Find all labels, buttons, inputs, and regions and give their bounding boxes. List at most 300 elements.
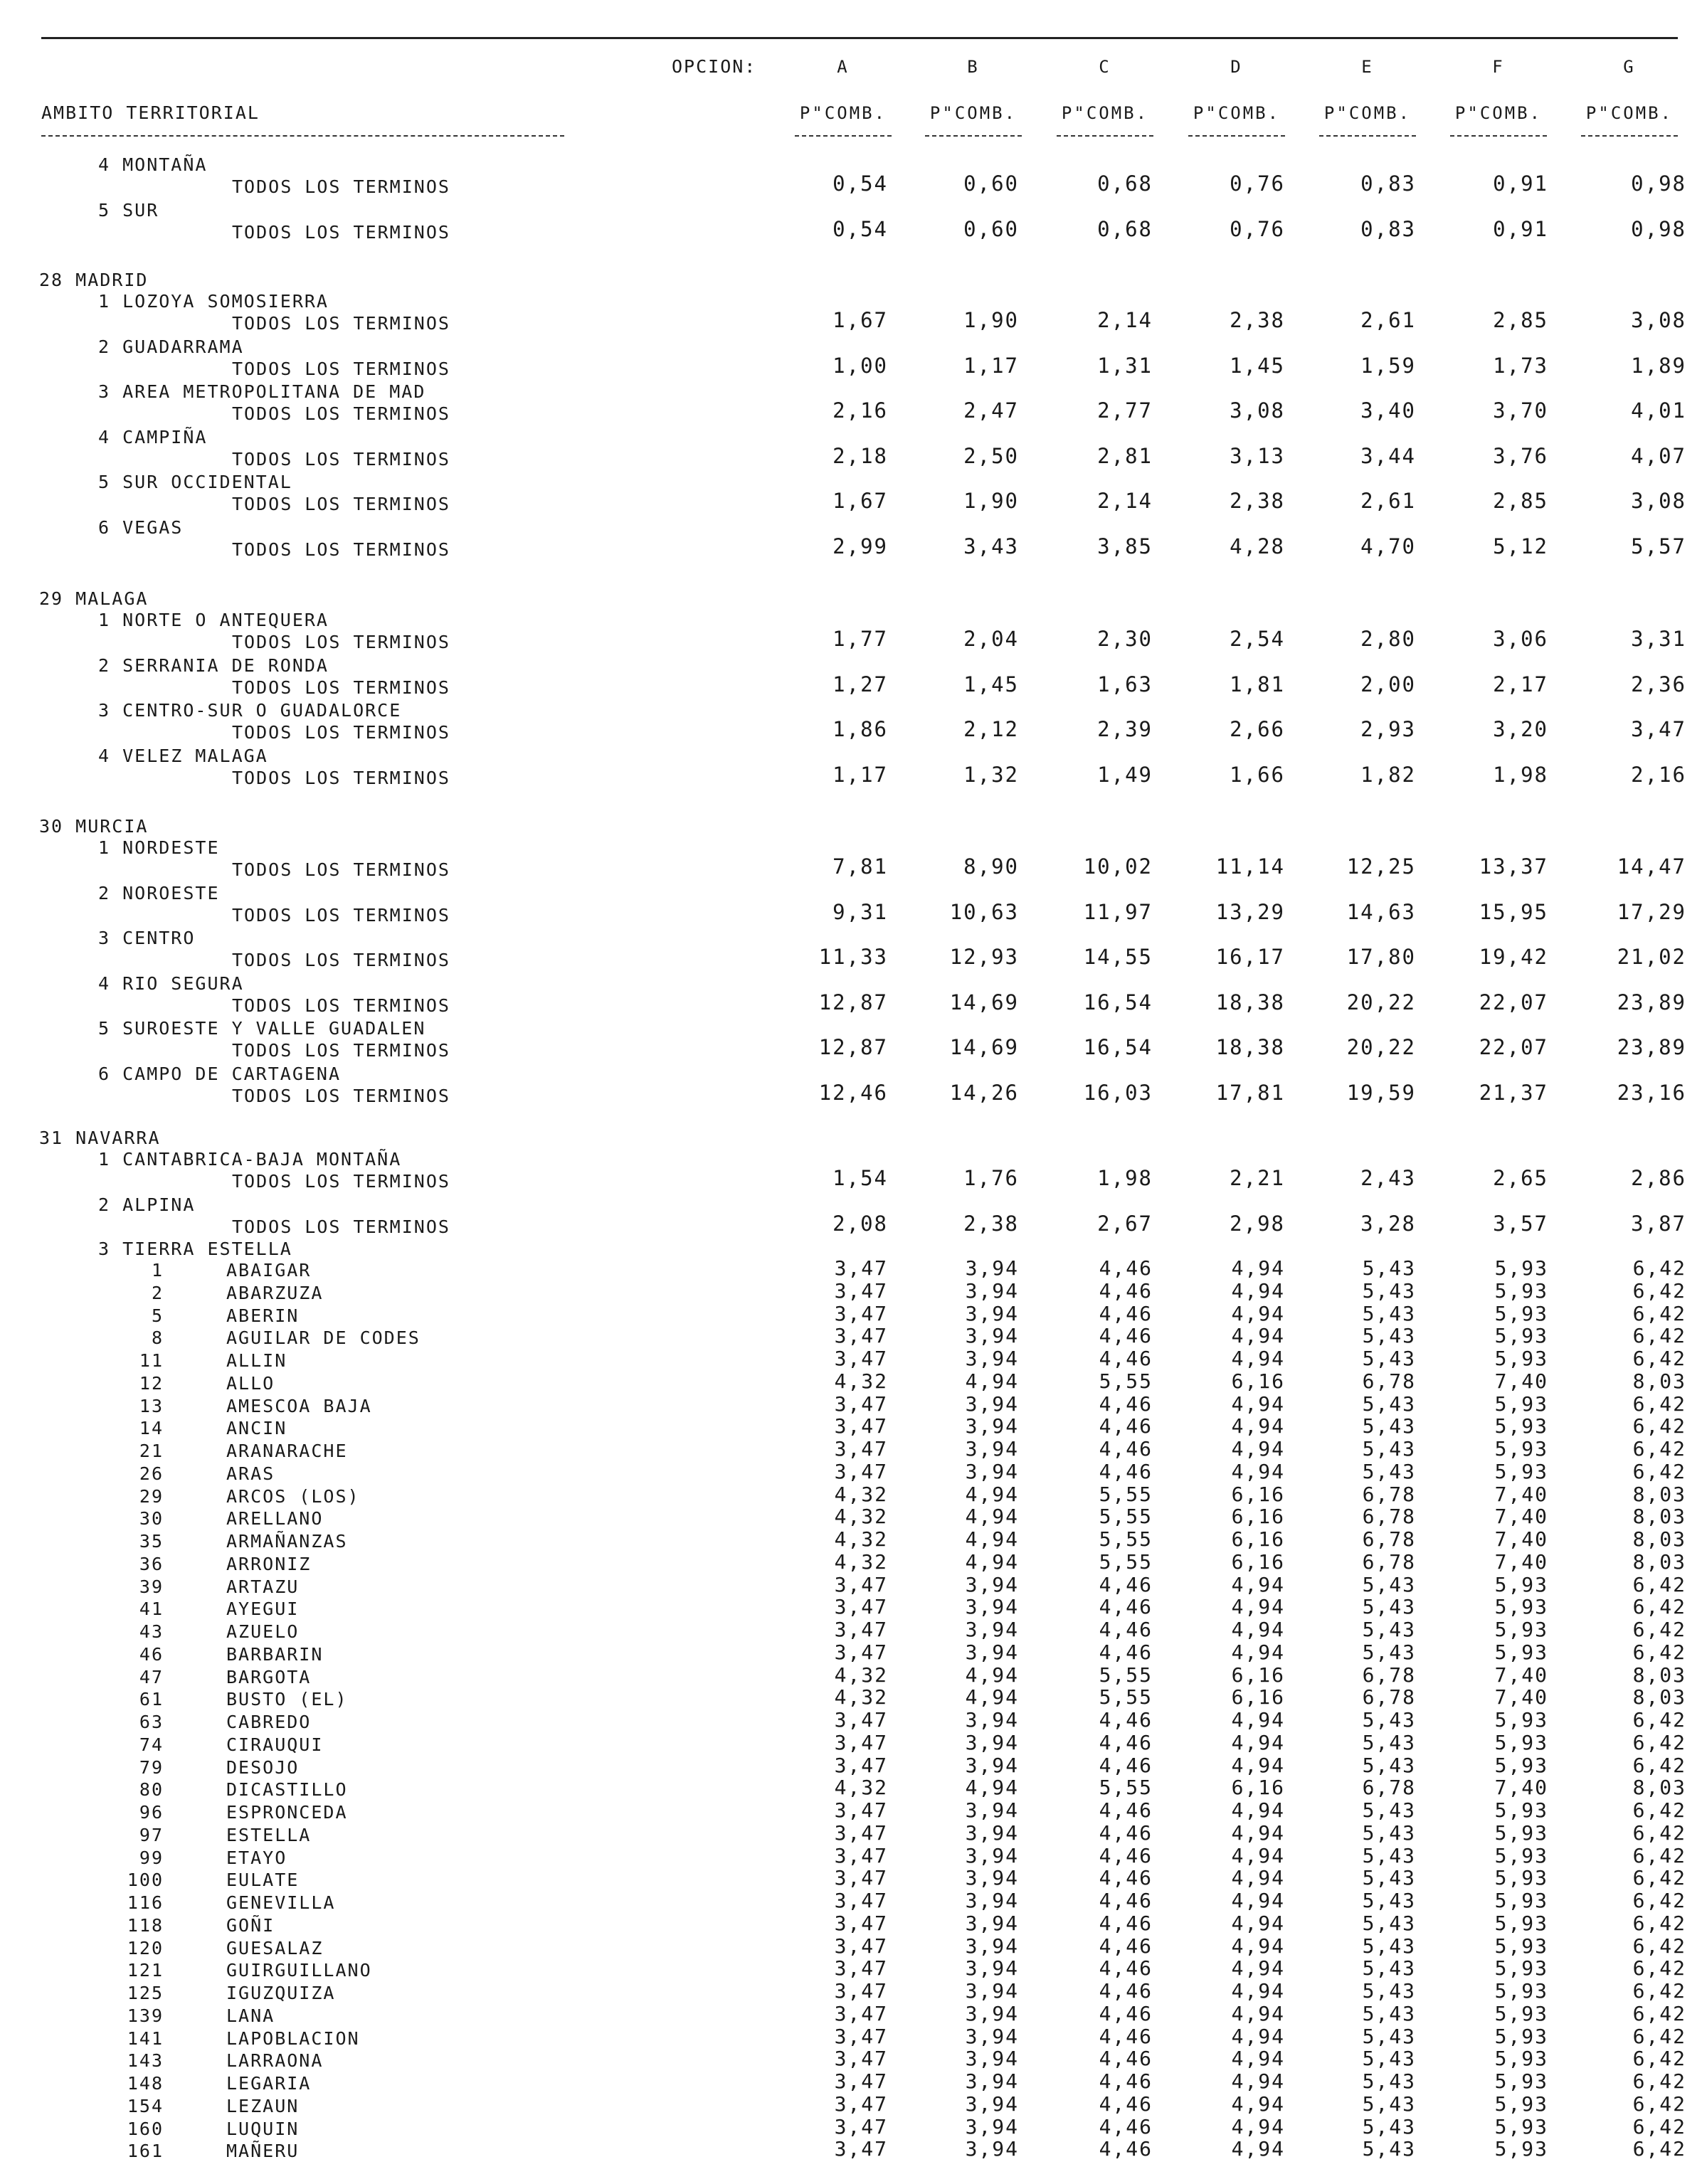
value-cell: 4,32 bbox=[834, 1685, 888, 1709]
value-cell: 5,55 bbox=[1099, 1482, 1153, 1506]
value-cell: 3,47 bbox=[834, 1956, 888, 1981]
municipio-name: ARMAÑANZAS bbox=[226, 1531, 348, 1552]
value-cell: 2,12 bbox=[963, 717, 1019, 741]
value-cell: 3,94 bbox=[965, 1301, 1019, 1325]
value-cell: 1,63 bbox=[1097, 672, 1153, 696]
value-cell: 5,93 bbox=[1494, 2047, 1548, 2071]
all-terms-label: TODOS LOS TERMINOS bbox=[232, 1171, 450, 1192]
value-cell: 6,42 bbox=[1632, 1595, 1686, 1619]
value-cell: 3,47 bbox=[834, 1278, 888, 1303]
municipio-code: 97 bbox=[139, 1824, 164, 1845]
municipio-name: AMESCOA BAJA bbox=[226, 1395, 372, 1416]
value-cell: 6,42 bbox=[1632, 1256, 1686, 1280]
value-cell: 4,94 bbox=[1231, 1256, 1285, 1280]
value-cell: 6,42 bbox=[1632, 2047, 1686, 2071]
municipio-name: ARANARACHE bbox=[226, 1441, 348, 1461]
value-cell: 13,29 bbox=[1215, 899, 1285, 924]
municipio-name: AYEGUI bbox=[226, 1599, 300, 1620]
value-cell: 5,93 bbox=[1494, 1324, 1548, 1348]
value-cell: 4,46 bbox=[1099, 1324, 1153, 1348]
pcomb-header: P"COMB. bbox=[1061, 103, 1149, 123]
value-cell: 3,47 bbox=[834, 1572, 888, 1596]
pcomb-underline bbox=[1188, 135, 1285, 137]
value-cell: 20,22 bbox=[1346, 990, 1416, 1014]
value-cell: 6,42 bbox=[1632, 2137, 1686, 2161]
value-cell: 5,43 bbox=[1362, 1753, 1416, 1777]
value-cell: 22,07 bbox=[1479, 1035, 1548, 1059]
value-cell: 4,46 bbox=[1099, 2137, 1153, 2161]
value-cell: 4,46 bbox=[1099, 2092, 1153, 2116]
municipio-name: GUESALAZ bbox=[226, 1937, 324, 1958]
value-cell: 5,55 bbox=[1099, 1685, 1153, 1709]
municipio-code: 125 bbox=[127, 1983, 164, 2003]
comarca-label: 1 CANTABRICA-BAJA MONTAÑA bbox=[98, 1149, 402, 1170]
all-terms-label: TODOS LOS TERMINOS bbox=[232, 859, 450, 880]
option-header-A: A bbox=[837, 57, 850, 77]
value-cell: 5,43 bbox=[1362, 1934, 1416, 1958]
option-header-E: E bbox=[1361, 57, 1374, 77]
value-cell: 4,46 bbox=[1099, 1889, 1153, 1912]
value-cell: 2,36 bbox=[1631, 672, 1686, 696]
municipio-code: 12 bbox=[139, 1372, 164, 1394]
value-cell: 1,17 bbox=[832, 762, 888, 787]
value-cell: 0,91 bbox=[1493, 216, 1548, 241]
municipio-code: 74 bbox=[139, 1734, 164, 1755]
value-cell: 2,00 bbox=[1360, 672, 1416, 696]
value-cell: 3,94 bbox=[965, 1843, 1019, 1867]
value-cell: 3,94 bbox=[965, 1459, 1019, 1483]
value-cell: 2,80 bbox=[1360, 627, 1416, 651]
value-cell: 4,46 bbox=[1099, 1843, 1153, 1867]
value-cell: 6,16 bbox=[1231, 1663, 1285, 1687]
value-cell: 6,42 bbox=[1632, 1753, 1686, 1777]
value-cell: 4,46 bbox=[1099, 1459, 1153, 1483]
value-cell: 0,54 bbox=[832, 171, 888, 196]
value-cell: 14,55 bbox=[1083, 945, 1153, 969]
value-cell: 4,94 bbox=[1231, 2024, 1285, 2048]
value-cell: 4,94 bbox=[965, 1776, 1019, 1800]
value-cell: 6,42 bbox=[1632, 1911, 1686, 1935]
municipio-code: 26 bbox=[139, 1463, 164, 1484]
value-cell: 4,94 bbox=[1231, 2047, 1285, 2071]
comarca-label: 6 VEGAS bbox=[98, 516, 184, 538]
municipio-name: ESPRONCEDA bbox=[226, 1802, 348, 1823]
value-cell: 6,42 bbox=[1632, 1324, 1686, 1348]
value-cell: 3,47 bbox=[834, 1640, 888, 1664]
municipio-code: 5 bbox=[151, 1305, 164, 1326]
value-cell: 5,43 bbox=[1362, 1347, 1416, 1370]
value-cell: 13,37 bbox=[1479, 854, 1548, 879]
value-cell: 5,43 bbox=[1362, 1572, 1416, 1596]
value-cell: 4,32 bbox=[834, 1482, 888, 1506]
value-cell: 4,94 bbox=[965, 1527, 1019, 1551]
value-cell: 5,93 bbox=[1494, 1278, 1548, 1303]
value-cell: 5,93 bbox=[1494, 1889, 1548, 1912]
value-cell: 10,63 bbox=[949, 899, 1019, 924]
value-cell: 2,98 bbox=[1230, 1212, 1285, 1236]
value-cell: 3,47 bbox=[834, 2047, 888, 2071]
value-cell: 4,46 bbox=[1099, 2024, 1153, 2048]
pcomb-header: P"COMB. bbox=[1585, 103, 1674, 123]
value-cell: 6,42 bbox=[1632, 1437, 1686, 1461]
municipio-code: 120 bbox=[127, 1937, 164, 1958]
municipio-code: 14 bbox=[139, 1418, 164, 1439]
value-cell: 5,93 bbox=[1494, 1301, 1548, 1325]
value-cell: 3,47 bbox=[834, 1753, 888, 1777]
value-cell: 3,47 bbox=[834, 1459, 888, 1483]
value-cell: 3,28 bbox=[1360, 1212, 1416, 1236]
value-cell: 1,73 bbox=[1493, 353, 1548, 378]
value-cell: 2,65 bbox=[1493, 1166, 1548, 1190]
municipio-code: 100 bbox=[127, 1870, 164, 1891]
value-cell: 1,45 bbox=[1230, 353, 1285, 378]
value-cell: 6,16 bbox=[1231, 1505, 1285, 1529]
value-cell: 4,94 bbox=[965, 1549, 1019, 1574]
value-cell: 6,42 bbox=[1632, 1956, 1686, 1981]
value-cell: 3,47 bbox=[834, 1911, 888, 1935]
municipio-code: 41 bbox=[139, 1599, 164, 1620]
value-cell: 5,93 bbox=[1494, 1866, 1548, 1890]
value-cell: 5,43 bbox=[1362, 2114, 1416, 2138]
value-cell: 12,46 bbox=[818, 1080, 888, 1105]
value-cell: 2,54 bbox=[1230, 627, 1285, 651]
value-cell: 0,68 bbox=[1097, 171, 1153, 196]
municipio-name: EULATE bbox=[226, 1870, 300, 1891]
value-cell: 2,18 bbox=[832, 443, 888, 468]
pcomb-underline bbox=[1319, 135, 1416, 137]
all-terms-label: TODOS LOS TERMINOS bbox=[232, 1085, 450, 1106]
value-cell: 3,43 bbox=[963, 534, 1019, 558]
value-cell: 5,93 bbox=[1494, 1843, 1548, 1867]
municipio-code: 39 bbox=[139, 1576, 164, 1597]
value-cell: 0,76 bbox=[1230, 216, 1285, 241]
value-cell: 22,07 bbox=[1479, 990, 1548, 1014]
all-terms-label: TODOS LOS TERMINOS bbox=[232, 494, 450, 514]
value-cell: 1,98 bbox=[1493, 762, 1548, 787]
municipio-code: 2 bbox=[151, 1282, 164, 1303]
value-cell: 4,46 bbox=[1099, 1934, 1153, 1958]
value-cell: 4,94 bbox=[965, 1369, 1019, 1393]
value-cell: 6,78 bbox=[1362, 1369, 1416, 1393]
value-cell: 1,45 bbox=[963, 672, 1019, 696]
municipio-code: 13 bbox=[139, 1395, 164, 1416]
value-cell: 17,81 bbox=[1215, 1080, 1285, 1105]
value-cell: 0,54 bbox=[832, 216, 888, 241]
value-cell: 5,93 bbox=[1494, 1934, 1548, 1958]
province-label: 28 MADRID bbox=[39, 270, 149, 290]
value-cell: 3,47 bbox=[834, 1820, 888, 1845]
value-cell: 3,94 bbox=[965, 1347, 1019, 1370]
option-header-B: B bbox=[967, 57, 980, 77]
value-cell: 3,47 bbox=[834, 1618, 888, 1641]
value-cell: 6,42 bbox=[1632, 1391, 1686, 1416]
value-cell: 2,39 bbox=[1097, 717, 1153, 741]
value-cell: 3,94 bbox=[965, 1708, 1019, 1732]
value-cell: 4,94 bbox=[1231, 2137, 1285, 2161]
municipio-name: ABARZUZA bbox=[226, 1282, 324, 1303]
value-cell: 16,03 bbox=[1083, 1080, 1153, 1105]
value-cell: 3,08 bbox=[1631, 308, 1686, 332]
value-cell: 4,94 bbox=[1231, 1459, 1285, 1483]
value-cell: 5,93 bbox=[1494, 1798, 1548, 1822]
value-cell: 3,47 bbox=[834, 1414, 888, 1438]
value-cell: 4,46 bbox=[1099, 2069, 1153, 2093]
value-cell: 5,55 bbox=[1099, 1505, 1153, 1529]
value-cell: 11,97 bbox=[1083, 899, 1153, 924]
value-cell: 5,43 bbox=[1362, 1618, 1416, 1641]
comarca-label: 3 AREA METROPOLITANA DE MAD bbox=[98, 381, 426, 402]
value-cell: 4,46 bbox=[1099, 1437, 1153, 1461]
value-cell: 4,94 bbox=[1231, 1934, 1285, 1958]
municipio-name: LAPOBLACION bbox=[226, 2027, 360, 2049]
value-cell: 5,93 bbox=[1494, 1391, 1548, 1416]
value-cell: 5,43 bbox=[1362, 1889, 1416, 1912]
value-cell: 16,54 bbox=[1083, 990, 1153, 1014]
value-cell: 5,93 bbox=[1494, 1820, 1548, 1845]
value-cell: 6,42 bbox=[1632, 1798, 1686, 1822]
option-header-G: G bbox=[1623, 57, 1636, 77]
municipio-code: 29 bbox=[139, 1485, 164, 1507]
value-cell: 5,43 bbox=[1362, 1414, 1416, 1438]
value-cell: 6,78 bbox=[1362, 1685, 1416, 1709]
value-cell: 4,94 bbox=[965, 1505, 1019, 1529]
value-cell: 3,94 bbox=[965, 1278, 1019, 1303]
all-terms-label: TODOS LOS TERMINOS bbox=[232, 995, 450, 1016]
value-cell: 3,47 bbox=[834, 1934, 888, 1958]
value-cell: 5,93 bbox=[1494, 1437, 1548, 1461]
municipio-code: 141 bbox=[127, 2027, 164, 2049]
value-cell: 3,13 bbox=[1230, 443, 1285, 468]
value-cell: 4,94 bbox=[1231, 1572, 1285, 1596]
value-cell: 3,94 bbox=[965, 1391, 1019, 1416]
municipio-name: BARGOTA bbox=[226, 1666, 312, 1687]
municipio-name: BARBARIN bbox=[226, 1643, 324, 1665]
value-cell: 5,43 bbox=[1362, 2024, 1416, 2048]
value-cell: 2,93 bbox=[1360, 717, 1416, 741]
municipio-name: DICASTILLO bbox=[226, 1779, 348, 1801]
value-cell: 3,47 bbox=[1631, 717, 1686, 741]
comarca-label: 4 MONTAÑA bbox=[98, 154, 208, 175]
value-cell: 10,02 bbox=[1083, 854, 1153, 879]
all-terms-label: TODOS LOS TERMINOS bbox=[232, 448, 450, 470]
value-cell: 8,03 bbox=[1632, 1482, 1686, 1506]
value-cell: 4,32 bbox=[834, 1505, 888, 1529]
pcomb-underline bbox=[1450, 135, 1547, 137]
comarca-label: 2 SERRANIA DE RONDA bbox=[98, 654, 329, 676]
value-cell: 2,61 bbox=[1360, 308, 1416, 332]
value-cell: 3,47 bbox=[834, 1391, 888, 1416]
municipio-name: ESTELLA bbox=[226, 1824, 312, 1845]
all-terms-label: TODOS LOS TERMINOS bbox=[232, 313, 450, 334]
value-cell: 6,42 bbox=[1632, 1301, 1686, 1325]
municipio-name: LEZAUN bbox=[226, 2095, 300, 2116]
value-cell: 1,49 bbox=[1097, 762, 1153, 787]
municipio-name: ARAS bbox=[226, 1463, 275, 1484]
value-cell: 3,94 bbox=[965, 1889, 1019, 1912]
value-cell: 4,46 bbox=[1099, 2114, 1153, 2138]
value-cell: 6,42 bbox=[1632, 1572, 1686, 1596]
value-cell: 3,94 bbox=[965, 1256, 1019, 1280]
value-cell: 5,43 bbox=[1362, 2137, 1416, 2161]
province-label: 29 MALAGA bbox=[39, 588, 149, 609]
value-cell: 2,85 bbox=[1493, 308, 1548, 332]
comarca-label: 4 RIO SEGURA bbox=[98, 972, 244, 994]
value-cell: 3,94 bbox=[965, 1753, 1019, 1777]
comarca-label: 2 ALPINA bbox=[98, 1194, 196, 1215]
value-cell: 5,55 bbox=[1099, 1663, 1153, 1687]
municipio-name: ALLO bbox=[226, 1372, 275, 1394]
comarca-label: 1 NORTE O ANTEQUERA bbox=[98, 610, 329, 630]
value-cell: 23,89 bbox=[1617, 1035, 1686, 1059]
value-cell: 3,06 bbox=[1493, 627, 1548, 651]
value-cell: 7,40 bbox=[1494, 1482, 1548, 1506]
value-cell: 3,94 bbox=[965, 2114, 1019, 2138]
province-label: 30 MURCIA bbox=[39, 816, 149, 837]
value-cell: 4,46 bbox=[1099, 1391, 1153, 1416]
value-cell: 1,90 bbox=[963, 308, 1019, 332]
value-cell: 5,93 bbox=[1494, 1753, 1548, 1777]
municipio-name: GUIRGUILLANO bbox=[226, 1960, 372, 1981]
value-cell: 3,94 bbox=[965, 1572, 1019, 1596]
pcomb-underline bbox=[925, 135, 1022, 137]
value-cell: 3,70 bbox=[1493, 398, 1548, 423]
value-cell: 6,42 bbox=[1632, 2001, 1686, 2025]
value-cell: 3,85 bbox=[1097, 534, 1153, 558]
pcomb-header: P"COMB. bbox=[1454, 103, 1543, 123]
value-cell: 6,42 bbox=[1632, 1843, 1686, 1867]
municipio-code: 63 bbox=[139, 1712, 164, 1732]
value-cell: 14,26 bbox=[949, 1080, 1019, 1105]
value-cell: 4,32 bbox=[834, 1549, 888, 1574]
pcomb-underline bbox=[1057, 135, 1153, 137]
value-cell: 2,16 bbox=[832, 398, 888, 423]
value-cell: 3,94 bbox=[965, 1618, 1019, 1641]
value-cell: 14,69 bbox=[949, 1035, 1019, 1059]
value-cell: 0,60 bbox=[963, 171, 1019, 196]
value-cell: 5,43 bbox=[1362, 1798, 1416, 1822]
value-cell: 3,94 bbox=[965, 1730, 1019, 1754]
value-cell: 3,08 bbox=[1631, 489, 1686, 513]
value-cell: 3,47 bbox=[834, 1979, 888, 2003]
value-cell: 4,94 bbox=[1231, 1730, 1285, 1754]
value-cell: 6,42 bbox=[1632, 1889, 1686, 1912]
municipio-code: 36 bbox=[139, 1553, 164, 1574]
value-cell: 3,94 bbox=[965, 2001, 1019, 2025]
value-cell: 5,93 bbox=[1494, 1979, 1548, 2003]
value-cell: 14,47 bbox=[1617, 854, 1686, 879]
value-cell: 3,40 bbox=[1360, 398, 1416, 423]
value-cell: 5,93 bbox=[1494, 1347, 1548, 1370]
municipio-name: GOÑI bbox=[226, 1914, 275, 1936]
pcomb-header: P"COMB. bbox=[929, 103, 1018, 123]
value-cell: 3,57 bbox=[1493, 1212, 1548, 1236]
municipio-name: CIRAUQUI bbox=[226, 1734, 324, 1755]
value-cell: 2,38 bbox=[963, 1212, 1019, 1236]
value-cell: 6,42 bbox=[1632, 2069, 1686, 2093]
all-terms-label: TODOS LOS TERMINOS bbox=[232, 677, 450, 698]
value-cell: 3,94 bbox=[965, 2047, 1019, 2071]
all-terms-label: TODOS LOS TERMINOS bbox=[232, 358, 450, 379]
value-cell: 4,94 bbox=[1231, 2001, 1285, 2025]
value-cell: 3,94 bbox=[965, 2092, 1019, 2116]
value-cell: 6,78 bbox=[1362, 1505, 1416, 1529]
province-label: 31 NAVARRA bbox=[39, 1128, 161, 1148]
municipio-name: LUQUIN bbox=[226, 2118, 300, 2139]
value-cell: 5,43 bbox=[1362, 1979, 1416, 2003]
value-cell: 4,94 bbox=[1231, 1414, 1285, 1438]
municipio-code: 99 bbox=[139, 1847, 164, 1868]
municipio-name: BUSTO (EL) bbox=[226, 1689, 348, 1710]
value-cell: 2,81 bbox=[1097, 443, 1153, 468]
value-cell: 14,69 bbox=[949, 990, 1019, 1014]
value-cell: 3,47 bbox=[834, 1730, 888, 1754]
value-cell: 5,93 bbox=[1494, 2092, 1548, 2116]
value-cell: 5,55 bbox=[1099, 1776, 1153, 1800]
value-cell: 4,32 bbox=[834, 1663, 888, 1687]
comarca-label: 5 SUR OCCIDENTAL bbox=[98, 472, 292, 492]
value-cell: 21,02 bbox=[1617, 945, 1686, 969]
municipio-code: 118 bbox=[127, 1914, 164, 1936]
value-cell: 2,67 bbox=[1097, 1212, 1153, 1236]
value-cell: 1,67 bbox=[832, 308, 888, 332]
value-cell: 4,46 bbox=[1099, 1414, 1153, 1438]
value-cell: 2,16 bbox=[1631, 762, 1686, 787]
value-cell: 9,31 bbox=[832, 899, 888, 924]
value-cell: 1,00 bbox=[832, 353, 888, 378]
value-cell: 14,63 bbox=[1346, 899, 1416, 924]
comarca-label: 1 NORDESTE bbox=[98, 837, 220, 858]
value-cell: 7,40 bbox=[1494, 1685, 1548, 1709]
value-cell: 4,46 bbox=[1099, 1572, 1153, 1596]
value-cell: 3,47 bbox=[834, 1347, 888, 1370]
value-cell: 1,81 bbox=[1230, 672, 1285, 696]
value-cell: 3,47 bbox=[834, 1866, 888, 1890]
value-cell: 2,66 bbox=[1230, 717, 1285, 741]
value-cell: 12,93 bbox=[949, 945, 1019, 969]
value-cell: 4,46 bbox=[1099, 1798, 1153, 1822]
value-cell: 3,47 bbox=[834, 1324, 888, 1348]
value-cell: 2,99 bbox=[832, 534, 888, 558]
value-cell: 4,01 bbox=[1631, 398, 1686, 423]
all-terms-label: TODOS LOS TERMINOS bbox=[232, 221, 450, 243]
value-cell: 6,42 bbox=[1632, 2092, 1686, 2116]
municipio-code: 8 bbox=[151, 1327, 164, 1349]
value-cell: 8,03 bbox=[1632, 1549, 1686, 1574]
value-cell: 2,14 bbox=[1097, 489, 1153, 513]
value-cell: 5,12 bbox=[1493, 534, 1548, 558]
value-cell: 5,55 bbox=[1099, 1369, 1153, 1393]
value-cell: 6,42 bbox=[1632, 1730, 1686, 1754]
value-cell: 2,43 bbox=[1360, 1166, 1416, 1190]
value-cell: 3,94 bbox=[965, 1956, 1019, 1981]
value-cell: 3,20 bbox=[1493, 717, 1548, 741]
value-cell: 3,94 bbox=[965, 2024, 1019, 2048]
value-cell: 3,76 bbox=[1493, 443, 1548, 468]
value-cell: 6,78 bbox=[1362, 1527, 1416, 1551]
municipio-name: ARTAZU bbox=[226, 1576, 300, 1597]
value-cell: 3,47 bbox=[834, 1889, 888, 1912]
all-terms-label: TODOS LOS TERMINOS bbox=[232, 403, 450, 424]
value-cell: 5,43 bbox=[1362, 1324, 1416, 1348]
value-cell: 4,94 bbox=[965, 1482, 1019, 1506]
municipio-name: ARRONIZ bbox=[226, 1553, 312, 1574]
value-cell: 5,43 bbox=[1362, 1437, 1416, 1461]
value-cell: 4,32 bbox=[834, 1369, 888, 1393]
municipio-code: 43 bbox=[139, 1621, 164, 1642]
opcion-label: OPCION: bbox=[672, 56, 757, 77]
value-cell: 1,77 bbox=[832, 627, 888, 651]
value-cell: 19,59 bbox=[1346, 1080, 1416, 1105]
